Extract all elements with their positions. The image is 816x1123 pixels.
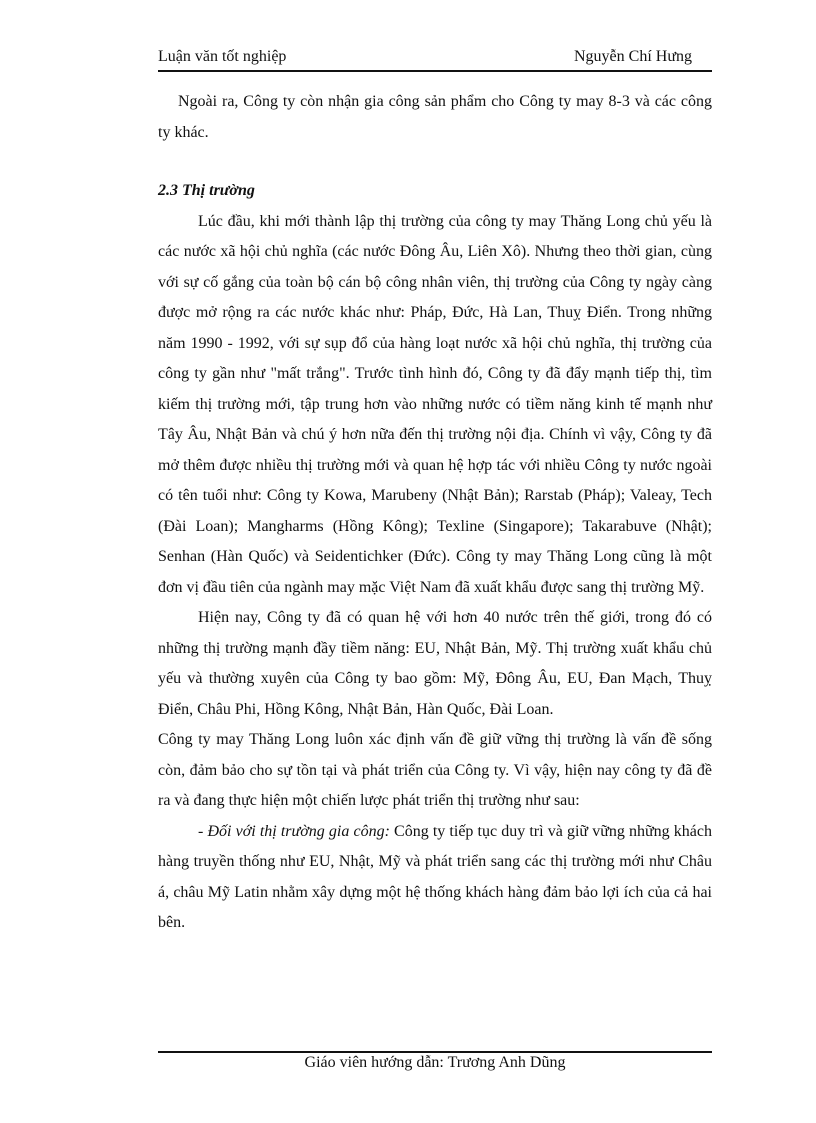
page-header [158, 48, 712, 72]
header-left-title: Luận văn tốt nghiệp [158, 48, 287, 65]
paragraph-strategy: Công ty may Thăng Long luôn xác định vấn đề giữ vững thị trường là vấn đề sống còn, đảm bảo cho sự tồn tại và phát triển của Công ty. Vì vậy, hiện nay công ty đã đề ra và đang thực hiện một chiến lược phát triển thị trường như sau: [158, 731, 712, 809]
processing-market-label: Đối với thị trường gia công: [207, 822, 390, 840]
paragraph-current-markets: Hiện nay, Công ty đã có quan hệ với hơn 40 nước trên thế giới, trong đó có những thị trường mạnh đầy tiềm năng: EU, Nhật Bản, Mỹ. Thị trường xuất khẩu chủ yếu và thường xuyên của Công ty bao gồm: Mỹ, Đông Âu, EU, Đan Mạch, Thuỵ Điển, Châu Phi, Hồng Kông, Nhật Bản, Hàn Quốc, Đài Loan. [158, 609, 712, 718]
paragraph-market-history: Lúc đầu, khi mới thành lập thị trường của công ty may Thăng Long chủ yếu là các nước xã hội chủ nghĩa (các nước Đông Âu, Liên Xô). Nhưng theo thời gian, cùng với sự cố gắng của toàn bộ cán bộ công nhân viên, thị trường của Công ty ngày càng được mở rộng ra các nước khác như: Pháp, Đức, Hà Lan, Thuỵ Điển. Trong những năm 1990 - 1992, với sự sụp đổ của hàng loạt nước xã hội chủ nghĩa, thị trường của công ty gần như "mất trắng". Trước tình hình đó, Công ty đã đẩy mạnh tiếp thị, tìm kiếm thị trường mới, tập trung hơn vào những nước có tiềm năng kinh tế mạnh như Tây Âu, Nhật Bản và chú ý hơn nữa đến thị trường nội địa. Chính vì vậy, Công ty đã mở thêm được nhiều thị trường mới và quan hệ hợp tác với nhiều Công ty nước ngoài có tên tuổi như: Công ty Kowa, Marubeny (Nhật Bản); Rarstab (Pháp); Valeay, Tech (Đài Loan); Mangharms (Hồng Kông); Texline (Singapore); Takarabuve (Nhật); Senhan (Hàn Quốc) và Seidentichker (Đức). Công ty may Thăng Long cũng là một đơn vị đầu tiên của ngành may mặc Việt Nam đã xuất khẩu được sang thị trường Mỹ. [158, 212, 712, 596]
header-rule [158, 70, 712, 72]
page-footer: Giáo viên hướng dẫn: Trương Anh Dũng [304, 1054, 566, 1071]
paragraph-processing-market [158, 817, 712, 939]
bullet-dash: - [198, 822, 208, 840]
header-author: Nguyễn Chí Hưng [574, 48, 692, 65]
page-content [158, 87, 712, 939]
footer-rule [158, 1051, 712, 1053]
processing-market-text: Công ty tiếp tục duy trì và giữ vững những khách hàng truyền thống như EU, Nhật, Mỹ và phát triển sang các thị trường mới như Châu á, châu Mỹ Latin nhằm xây dựng một hệ thống khách hàng đảm bảo lợi ích của cả hai bên. [158, 822, 713, 931]
section-heading: 2.3 Thị trường [158, 182, 255, 199]
paragraph-intro: Ngoài ra, Công ty còn nhận gia công sản phẩm cho Công ty may 8-3 và các công ty khác. [158, 93, 712, 141]
